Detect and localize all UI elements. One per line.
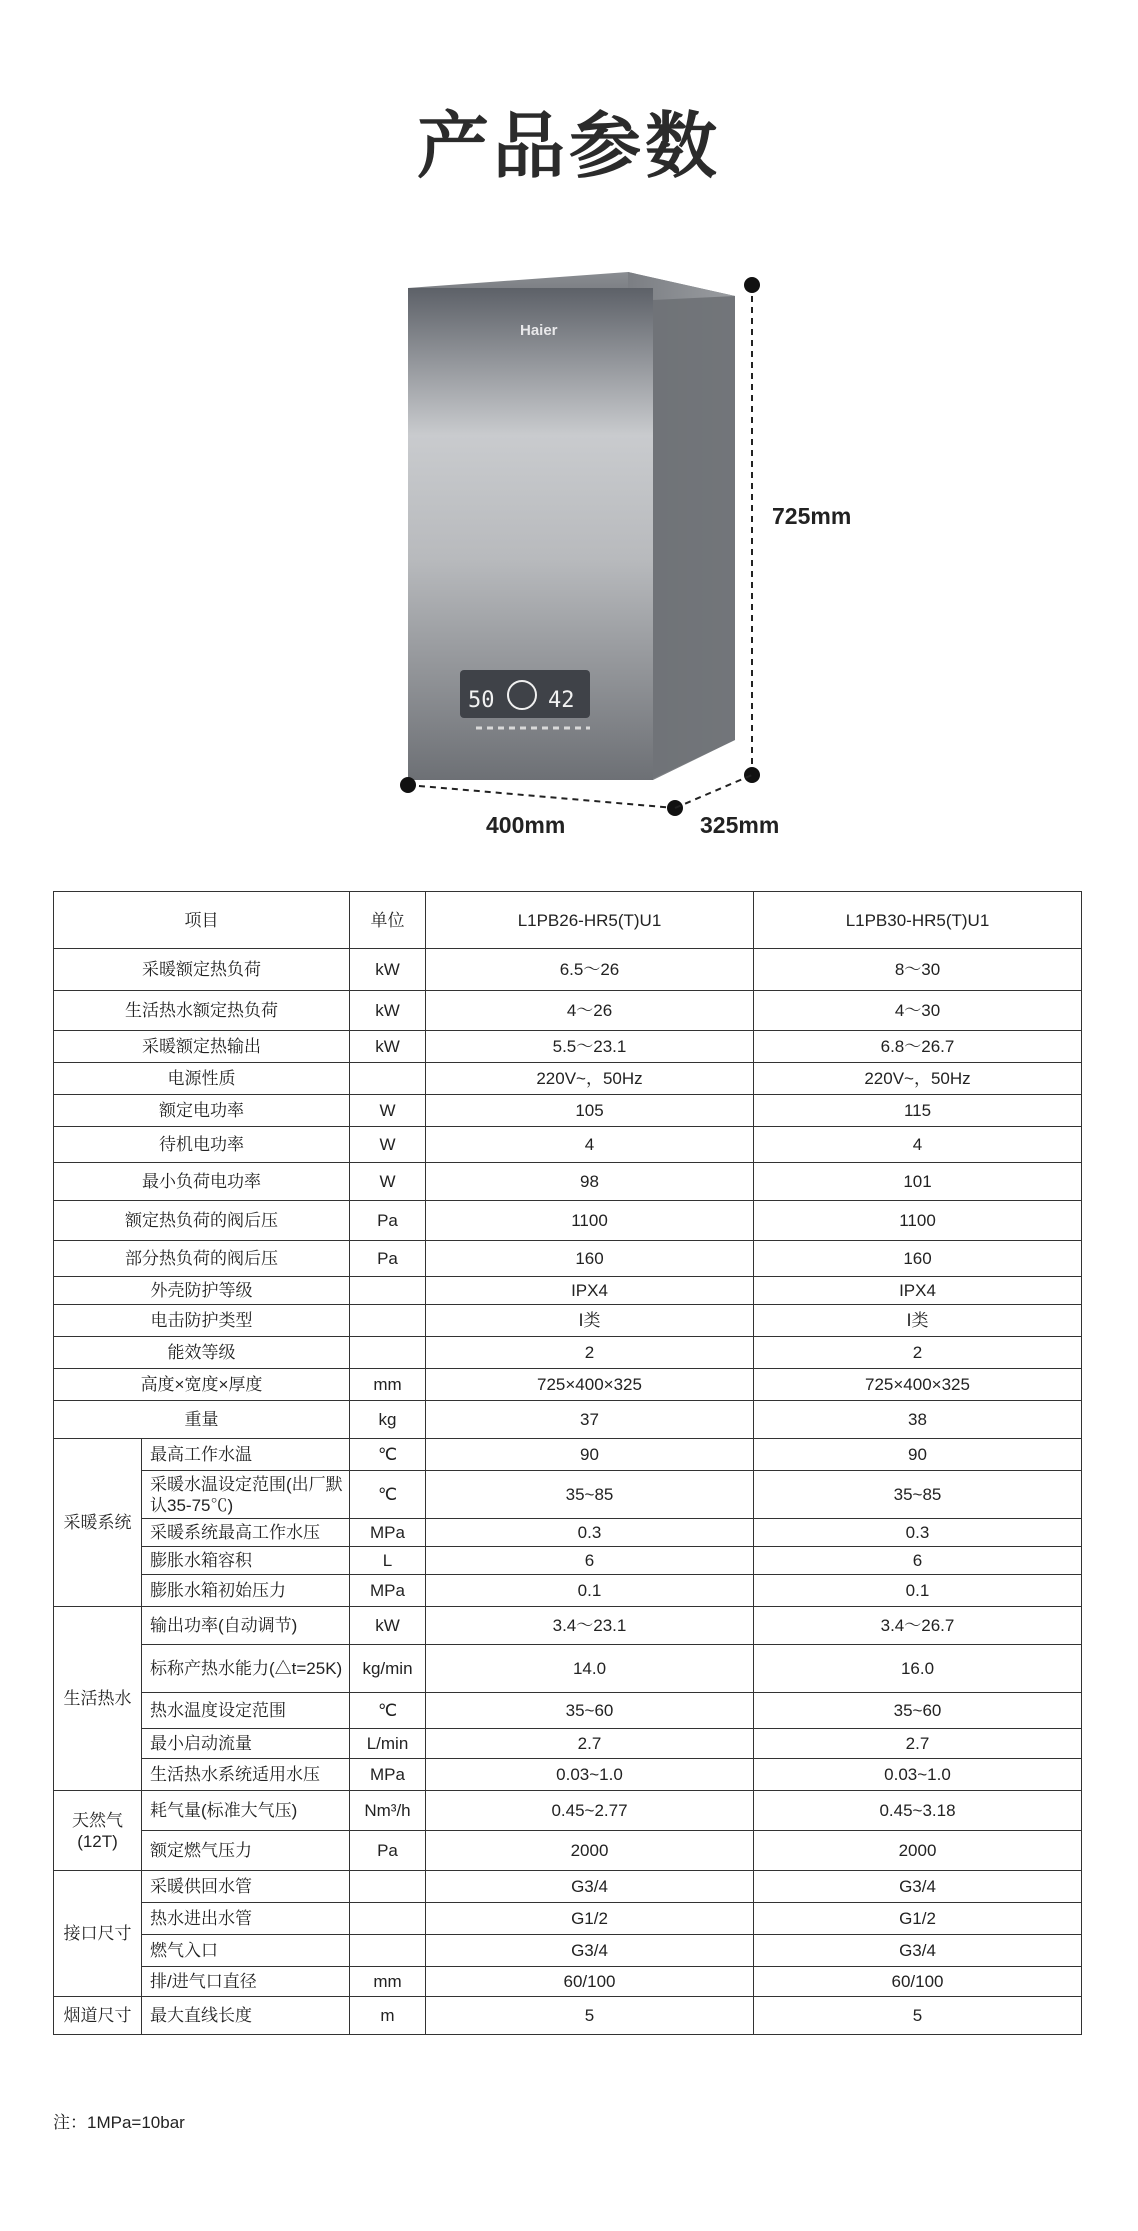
table-row — [54, 1831, 1082, 1871]
row-value-model-2: 35~60 — [754, 1693, 1082, 1729]
brand-logo: Haier — [520, 322, 558, 339]
row-item: 热水温度设定范围 — [142, 1693, 350, 1729]
page-title: 产品参数 — [416, 104, 721, 188]
table-row — [54, 1645, 1082, 1693]
row-unit — [350, 1277, 426, 1305]
row-value-model-2: 0.3 — [754, 1519, 1082, 1547]
table-row — [54, 1791, 1082, 1831]
row-item: 额定热负荷的阀后压 — [54, 1201, 350, 1241]
table-row — [54, 1547, 1082, 1575]
table-row — [54, 1277, 1082, 1305]
group-label: 烟道尺寸 — [54, 1997, 142, 2035]
row-item: 能效等级 — [54, 1337, 350, 1369]
group-label: 天然气(12T) — [54, 1791, 142, 1871]
row-unit: kW — [350, 1031, 426, 1063]
display-right-value: 42 — [548, 688, 575, 713]
group-label: 接口尺寸 — [54, 1871, 142, 1997]
row-value-model-1: 2 — [426, 1337, 754, 1369]
row-unit: MPa — [350, 1759, 426, 1791]
table-row — [54, 1305, 1082, 1337]
row-item: 标称产热水能力(△t=25K) — [142, 1645, 350, 1693]
row-value-model-2: G3/4 — [754, 1935, 1082, 1967]
row-value-model-1: 0.1 — [426, 1575, 754, 1607]
row-item: 采暖系统最高工作水压 — [142, 1519, 350, 1547]
row-value-model-2: 6.8～26.7 — [754, 1031, 1082, 1063]
spec-table — [53, 891, 1082, 2035]
row-unit: W — [350, 1095, 426, 1127]
width-dimension: 400mm — [486, 812, 566, 838]
table-header-row — [54, 892, 1082, 949]
row-value-model-2: 0.45~3.18 — [754, 1791, 1082, 1831]
row-value-model-2: 115 — [754, 1095, 1082, 1127]
row-value-model-2: 1100 — [754, 1201, 1082, 1241]
row-item: 外壳防护等级 — [54, 1277, 350, 1305]
row-item: 电源性质 — [54, 1063, 350, 1095]
row-value-model-2: 725×400×325 — [754, 1369, 1082, 1401]
row-item: 耗气量(标准大气压) — [142, 1791, 350, 1831]
row-value-model-2: 220V~，50Hz — [754, 1063, 1082, 1095]
table-row — [54, 1903, 1082, 1935]
row-unit — [350, 1871, 426, 1903]
row-value-model-1: 98 — [426, 1163, 754, 1201]
table-row — [54, 1369, 1082, 1401]
table-row — [54, 1997, 1082, 2035]
row-value-model-2: 35~85 — [754, 1471, 1082, 1519]
row-value-model-1: 160 — [426, 1241, 754, 1277]
row-value-model-1: 0.45~2.77 — [426, 1791, 754, 1831]
row-value-model-1: 3.4～23.1 — [426, 1607, 754, 1645]
row-value-model-2: 90 — [754, 1439, 1082, 1471]
row-value-model-1: 14.0 — [426, 1645, 754, 1693]
row-value-model-1: 0.03~1.0 — [426, 1759, 754, 1791]
header-item: 项目 — [54, 892, 350, 949]
row-value-model-1: 105 — [426, 1095, 754, 1127]
row-value-model-2: IPX4 — [754, 1277, 1082, 1305]
row-value-model-1: 37 — [426, 1401, 754, 1439]
row-value-model-1: Ⅰ类 — [426, 1305, 754, 1337]
dim-point — [400, 777, 416, 793]
row-value-model-2: 38 — [754, 1401, 1082, 1439]
depth-dimension: 325mm — [700, 812, 780, 838]
row-item: 采暖额定热负荷 — [54, 949, 350, 991]
row-item: 生活热水系统适用水压 — [142, 1759, 350, 1791]
row-value-model-1: 2.7 — [426, 1729, 754, 1759]
row-value-model-1: 0.3 — [426, 1519, 754, 1547]
row-unit: MPa — [350, 1519, 426, 1547]
table-row — [54, 1241, 1082, 1277]
row-item: 采暖额定热输出 — [54, 1031, 350, 1063]
row-value-model-2: 8～30 — [754, 949, 1082, 991]
table-row — [54, 1337, 1082, 1369]
row-value-model-1: 35~85 — [426, 1471, 754, 1519]
row-item: 高度×宽度×厚度 — [54, 1369, 350, 1401]
group-label: 采暖系统 — [54, 1439, 142, 1607]
row-item: 最高工作水温 — [142, 1439, 350, 1471]
row-value-model-2: 6 — [754, 1547, 1082, 1575]
row-value-model-1: G3/4 — [426, 1935, 754, 1967]
dim-point — [744, 277, 760, 293]
table-row — [54, 1693, 1082, 1729]
row-value-model-1: 4～26 — [426, 991, 754, 1031]
table-row — [54, 1519, 1082, 1547]
row-item: 待机电功率 — [54, 1127, 350, 1163]
table-row — [54, 1935, 1082, 1967]
header-model-2: L1PB30-HR5(T)U1 — [754, 892, 1082, 949]
header-model-1: L1PB26-HR5(T)U1 — [426, 892, 754, 949]
row-unit: kW — [350, 991, 426, 1031]
group-label: 生活热水 — [54, 1607, 142, 1791]
row-item: 输出功率(自动调节) — [142, 1607, 350, 1645]
row-unit: MPa — [350, 1575, 426, 1607]
table-row — [54, 1163, 1082, 1201]
row-unit: ℃ — [350, 1693, 426, 1729]
row-value-model-1: G1/2 — [426, 1903, 754, 1935]
row-item: 膨胀水箱初始压力 — [142, 1575, 350, 1607]
row-value-model-1: 4 — [426, 1127, 754, 1163]
row-unit: Nm³/h — [350, 1791, 426, 1831]
row-value-model-2: 2 — [754, 1337, 1082, 1369]
row-unit: m — [350, 1997, 426, 2035]
row-item: 部分热负荷的阀后压 — [54, 1241, 350, 1277]
row-value-model-1: 6 — [426, 1547, 754, 1575]
row-unit: W — [350, 1127, 426, 1163]
row-value-model-2: 4～30 — [754, 991, 1082, 1031]
row-value-model-2: Ⅰ类 — [754, 1305, 1082, 1337]
row-value-model-1: 1100 — [426, 1201, 754, 1241]
row-value-model-2: 60/100 — [754, 1967, 1082, 1997]
row-value-model-1: 725×400×325 — [426, 1369, 754, 1401]
row-value-model-2: 5 — [754, 1997, 1082, 2035]
row-unit: W — [350, 1163, 426, 1201]
display-left-value: 50 — [468, 688, 495, 713]
row-value-model-1: 35~60 — [426, 1693, 754, 1729]
row-unit: Pa — [350, 1201, 426, 1241]
row-value-model-1: 6.5～26 — [426, 949, 754, 991]
table-row — [54, 1401, 1082, 1439]
row-unit: kW — [350, 1607, 426, 1645]
row-unit: ℃ — [350, 1471, 426, 1519]
header-unit: 单位 — [350, 892, 426, 949]
row-unit: mm — [350, 1369, 426, 1401]
row-unit — [350, 1063, 426, 1095]
row-item: 额定燃气压力 — [142, 1831, 350, 1871]
row-value-model-1: 90 — [426, 1439, 754, 1471]
height-dimension: 725mm — [772, 503, 852, 529]
row-item: 排/进气口直径 — [142, 1967, 350, 1997]
row-value-model-2: 0.1 — [754, 1575, 1082, 1607]
row-item: 电击防护类型 — [54, 1305, 350, 1337]
row-item: 热水进出水管 — [142, 1903, 350, 1935]
row-unit: L — [350, 1547, 426, 1575]
table-row — [54, 949, 1082, 991]
table-row — [54, 1439, 1082, 1471]
row-value-model-1: IPX4 — [426, 1277, 754, 1305]
table-row — [54, 991, 1082, 1031]
table-row — [54, 1127, 1082, 1163]
row-value-model-2: 2.7 — [754, 1729, 1082, 1759]
row-value-model-1: 60/100 — [426, 1967, 754, 1997]
row-value-model-2: G3/4 — [754, 1871, 1082, 1903]
table-row — [54, 1759, 1082, 1791]
table-row — [54, 1095, 1082, 1127]
table-row — [54, 1607, 1082, 1645]
row-value-model-2: 3.4～26.7 — [754, 1607, 1082, 1645]
row-value-model-1: G3/4 — [426, 1871, 754, 1903]
table-row — [54, 1967, 1082, 1997]
row-value-model-1: 2000 — [426, 1831, 754, 1871]
row-item: 采暖水温设定范围(出厂默认35-75℃) — [142, 1471, 350, 1519]
row-value-model-2: 2000 — [754, 1831, 1082, 1871]
row-item: 最大直线长度 — [142, 1997, 350, 2035]
row-item: 采暖供回水管 — [142, 1871, 350, 1903]
row-unit — [350, 1337, 426, 1369]
row-item: 最小启动流量 — [142, 1729, 350, 1759]
row-item: 生活热水额定热负荷 — [54, 991, 350, 1031]
row-item: 最小负荷电功率 — [54, 1163, 350, 1201]
table-row — [54, 1471, 1082, 1519]
product-figure — [0, 0, 1138, 860]
table-row — [54, 1575, 1082, 1607]
row-item: 燃气入口 — [142, 1935, 350, 1967]
row-unit: kW — [350, 949, 426, 991]
row-unit: mm — [350, 1967, 426, 1997]
row-unit: Pa — [350, 1241, 426, 1277]
table-row — [54, 1031, 1082, 1063]
row-item: 重量 — [54, 1401, 350, 1439]
row-value-model-2: G1/2 — [754, 1903, 1082, 1935]
row-value-model-1: 5.5～23.1 — [426, 1031, 754, 1063]
row-unit: Pa — [350, 1831, 426, 1871]
row-unit: ℃ — [350, 1439, 426, 1471]
row-item: 膨胀水箱容积 — [142, 1547, 350, 1575]
row-unit: L/min — [350, 1729, 426, 1759]
footnote: 注：1MPa=10bar — [53, 2113, 185, 2132]
row-value-model-2: 101 — [754, 1163, 1082, 1201]
table-row — [54, 1201, 1082, 1241]
row-unit: kg — [350, 1401, 426, 1439]
row-value-model-1: 220V~，50Hz — [426, 1063, 754, 1095]
row-unit — [350, 1935, 426, 1967]
row-value-model-1: 5 — [426, 1997, 754, 2035]
table-row — [54, 1063, 1082, 1095]
row-value-model-2: 16.0 — [754, 1645, 1082, 1693]
table-row — [54, 1871, 1082, 1903]
row-unit: kg/min — [350, 1645, 426, 1693]
row-unit — [350, 1305, 426, 1337]
row-value-model-2: 4 — [754, 1127, 1082, 1163]
row-value-model-2: 160 — [754, 1241, 1082, 1277]
row-unit — [350, 1903, 426, 1935]
table-row — [54, 1729, 1082, 1759]
row-item: 额定电功率 — [54, 1095, 350, 1127]
row-value-model-2: 0.03~1.0 — [754, 1759, 1082, 1791]
